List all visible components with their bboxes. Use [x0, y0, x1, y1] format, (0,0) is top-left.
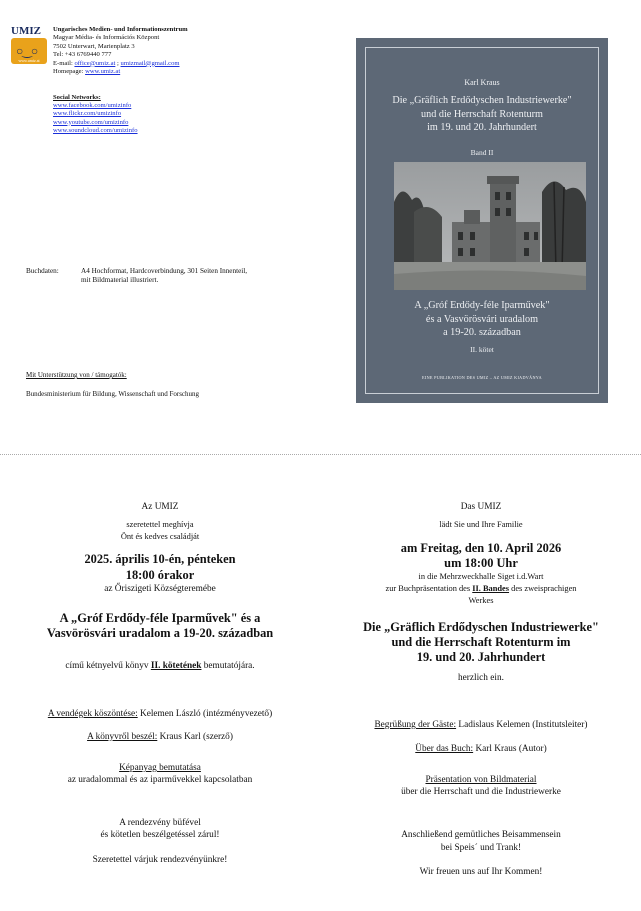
email-link-gmail[interactable]: umizmail@gmail.com — [120, 59, 180, 67]
hu-invite2: Önt és kedves családját — [120, 532, 200, 541]
cover-author: Karl Kraus — [464, 78, 500, 87]
de-book-title — [331, 620, 631, 666]
flickr-link[interactable]: www.flickr.com/umizinfo — [53, 110, 122, 118]
hu-greet — [10, 709, 310, 719]
hu-about — [10, 732, 310, 742]
homepage-label: Homepage: — [53, 68, 84, 76]
homepage-link[interactable]: www.umiz.at — [85, 68, 121, 76]
hu-end2: és kötetlen beszélgetéssel zárul! — [100, 830, 220, 840]
cover-title-hu-line2: és a Vasvörösvári uradalom — [425, 313, 539, 325]
facebook-link[interactable]: www.facebook.com/umizinfo — [53, 102, 132, 110]
de-book-title-line2: und die Herrschaft Rotenturm im — [391, 635, 571, 650]
de-pres-line2: Werkes — [468, 596, 494, 605]
hu-book-title-line2: Vasvörösvári uradalom a 19-20. században — [46, 626, 274, 641]
book-data-text — [81, 267, 311, 285]
hu-about-text: Kraus Karl (szerző) — [157, 732, 233, 742]
org-email-line — [53, 60, 188, 68]
youtube-link[interactable]: www.youtube.com/umizinfo — [53, 118, 129, 126]
de-cordial: herzlich ein. — [458, 673, 504, 683]
de-pics-label: Präsentation von Bildmaterial — [425, 775, 537, 785]
hu-place: az Őriszigeti Községteremébe — [104, 584, 216, 594]
de-invite: lädt Sie und Ihre Familie — [439, 520, 523, 529]
cover-title-hu-line3: a 19-20. században — [443, 327, 521, 338]
social-networks — [53, 94, 138, 135]
de-pres-vol: II. Bandes — [472, 584, 510, 593]
hu-book-pre: című kétnyelvű könyv — [65, 661, 151, 671]
support-text: Bundesministerium für Bildung, Wissenschaft und Forschung — [26, 390, 200, 398]
cover-title-de — [366, 94, 598, 135]
hu-date: 2025. április 10-én, pénteken — [84, 552, 236, 566]
de-about — [331, 744, 631, 754]
de-pres-line — [331, 584, 631, 593]
support-heading: Mit Unterstützung von / támogatók: — [26, 371, 127, 379]
email-link-office[interactable]: office@umiz.at — [74, 59, 116, 67]
hu-book-line — [10, 661, 310, 671]
de-end2: bei Speis´ und Trank! — [440, 843, 522, 853]
de-place: in die Mehrzweckhalle Siget i.d.Wart — [418, 572, 544, 581]
de-greet-label: Begrüßung der Gäste: — [374, 720, 457, 730]
de-greet-text: Ladislaus Kelemen (Institutsleiter) — [456, 720, 588, 730]
de-book-title-line1: Die „Gräflich Erdődyschen Industriewerke" — [363, 620, 599, 634]
logo-text: UMIZ — [11, 25, 41, 37]
hu-book-title-line1: A „Gróf Erdődy-féle Iparművek" és a — [59, 611, 261, 625]
cover-title-hu — [366, 299, 598, 340]
hu-time: 18:00 órakor — [125, 568, 195, 582]
org-homepage-line — [53, 68, 188, 76]
hu-pics-text: az uradalommal és az iparművekkel kapcsolatban — [67, 775, 253, 785]
de-book-title-line3: 19. und 20. Jahrhundert — [416, 650, 546, 665]
section-divider — [0, 454, 641, 455]
cover-title-de-line2: und die Herrschaft Rotenturm — [421, 108, 543, 120]
logo-badge — [11, 38, 47, 64]
de-greet — [331, 720, 631, 730]
org-contact-block — [53, 26, 188, 76]
email-separator: ; — [117, 59, 119, 67]
hu-about-label: A könyvről beszél: — [87, 732, 158, 742]
logo-url: www.umiz.at — [18, 58, 40, 63]
hu-book-title — [10, 611, 310, 641]
book-cover — [356, 38, 608, 403]
hu-pics-label: Képanyag bemutatása — [119, 763, 201, 773]
de-pres-post: des zweisprachigen — [509, 584, 577, 593]
de-date: am Freitag, den 10. April 2026 — [400, 541, 562, 555]
hu-greet-label: A vendégek köszöntése: — [47, 709, 138, 719]
de-pres-pre: zur Buchpräsentation des — [385, 584, 473, 593]
org-name-de: Ungarisches Medien- und Informationszentrum — [53, 26, 188, 33]
de-time: um 18:00 Uhr — [444, 556, 518, 570]
cover-publisher: EINE PUBLIKATION DES UMIZ – AZ UMIZ KIADVÁNYA — [422, 375, 542, 380]
social-heading: Social Networks: — [53, 94, 101, 101]
org-name-hu: Magyar Média- és Információs Központ — [53, 34, 160, 42]
book-data-label: Buchdaten: — [26, 267, 59, 275]
umiz-logo — [11, 26, 47, 64]
de-about-text: Karl Kraus (Autor) — [473, 744, 547, 754]
cover-title-hu-line1: A „Gróf Erdődy-féle Iparművek" — [414, 300, 550, 311]
hu-book-vol: II. kötetének — [150, 661, 202, 671]
cover-band: Band II — [470, 148, 494, 157]
de-org: Das UMIZ — [460, 502, 502, 512]
cover-frame — [365, 47, 599, 394]
cover-kotet: II. kötet — [470, 345, 494, 354]
org-address: 7502 Unterwart, Marienplatz 3 — [53, 42, 135, 50]
de-end3: Wir freuen uns auf Ihr Kommen! — [419, 867, 543, 877]
soundcloud-link[interactable]: www.soundcloud.com/umizinfo — [53, 126, 138, 134]
book-data-line1: A4 Hochformat, Hardcoverbindung, 301 Seiten Innenteil, — [81, 267, 248, 275]
cover-title-de-line3: im 19. und 20. Jahrhundert — [427, 122, 537, 133]
email-label: E-mail: — [53, 59, 73, 67]
de-about-label: Über das Buch: — [415, 744, 474, 754]
org-tel: Tel: +43 6769440 777 — [53, 51, 112, 59]
hu-org: Az UMIZ — [141, 502, 179, 512]
cover-title-de-line1: Die „Gräflich Erdődyschen Industriewerke" — [392, 95, 572, 106]
hu-end3: Szeretettel várjuk rendezvényünkre! — [92, 855, 228, 865]
book-data-line2: mit Bildmaterial illustriert. — [81, 276, 159, 285]
de-pics-text: über die Herrschaft und die Industriewerke — [401, 787, 561, 797]
castle-photo — [394, 162, 586, 290]
de-end1: Anschließend gemütliches Beisammensein — [401, 830, 561, 840]
glasses-icon: ○‿○ — [16, 44, 38, 58]
hu-greet-text: Kelemen László (intézményvezető) — [137, 709, 273, 719]
hu-invite1: szeretettel meghívja — [126, 520, 194, 529]
hu-book-post: bemutatójára. — [201, 661, 255, 671]
hu-end1: A rendezvény büfével — [119, 818, 201, 828]
